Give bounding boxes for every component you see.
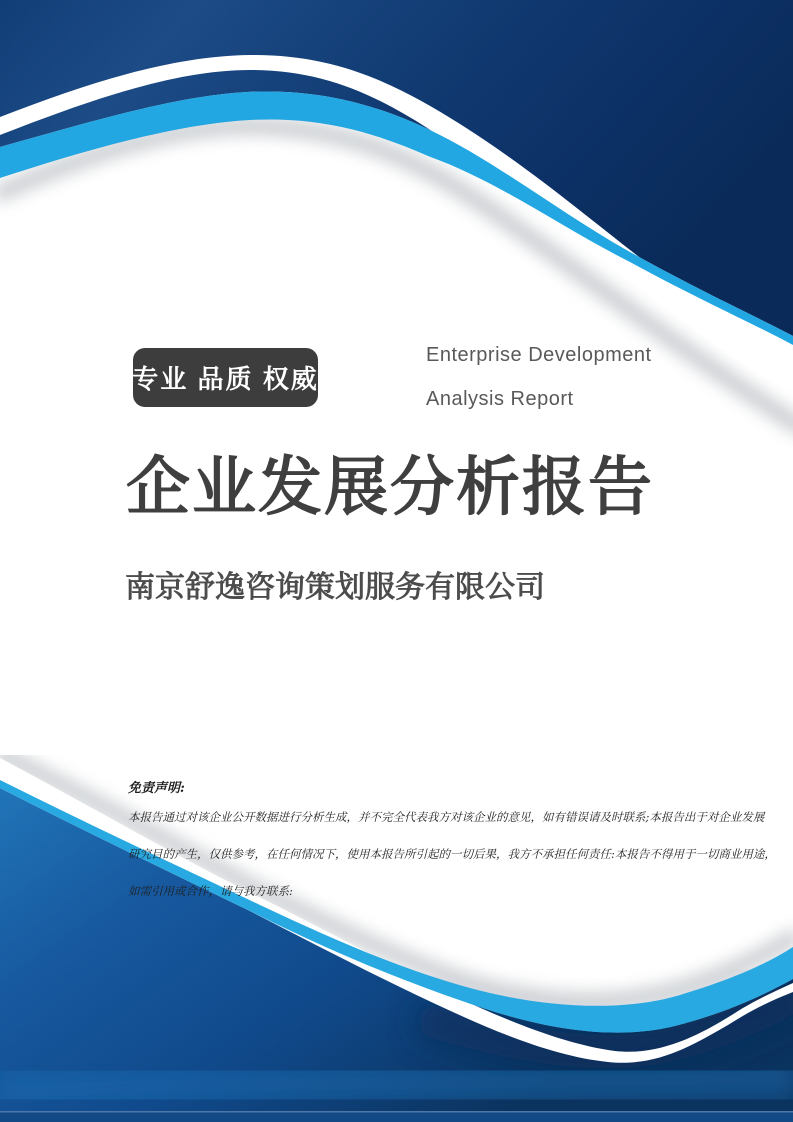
english-subtitle-line1: Enterprise Development	[426, 344, 652, 366]
top-wave-decoration	[0, 0, 793, 520]
disclaimer-section	[128, 780, 776, 910]
report-title: 企业发展分析报告	[126, 451, 654, 523]
disclaimer-heading: 免责声明:	[128, 781, 185, 796]
quality-badge	[133, 348, 318, 407]
disclaimer-line: 如需引用或合作，请与我方联系:	[128, 884, 293, 898]
english-subtitle-line2: Analysis Report	[426, 388, 574, 410]
bottom-navy-bar	[0, 1112, 793, 1122]
disclaimer-line: 研究目的产生，仅供参考，在任何情况下，使用本报告所引起的一切后果，我方不承担任何责任:本报告不得用于一切商业用途，	[128, 847, 776, 861]
bottom-navy-bar-highlight	[0, 1111, 793, 1113]
disclaimer-line: 本报告通过对该企业公开数据进行分析生成，并不完全代表我方对该企业的意见，如有错误请及时联系;本报告出于对企业发展	[128, 810, 765, 824]
company-name: 南京舒逸咨询策划服务有限公司	[125, 571, 545, 604]
disclaimer-body	[128, 799, 776, 910]
bottom-blue-highlight	[0, 1077, 793, 1093]
english-subtitle	[426, 333, 652, 421]
quality-badge-label: 专业 品质 权威	[132, 364, 319, 394]
